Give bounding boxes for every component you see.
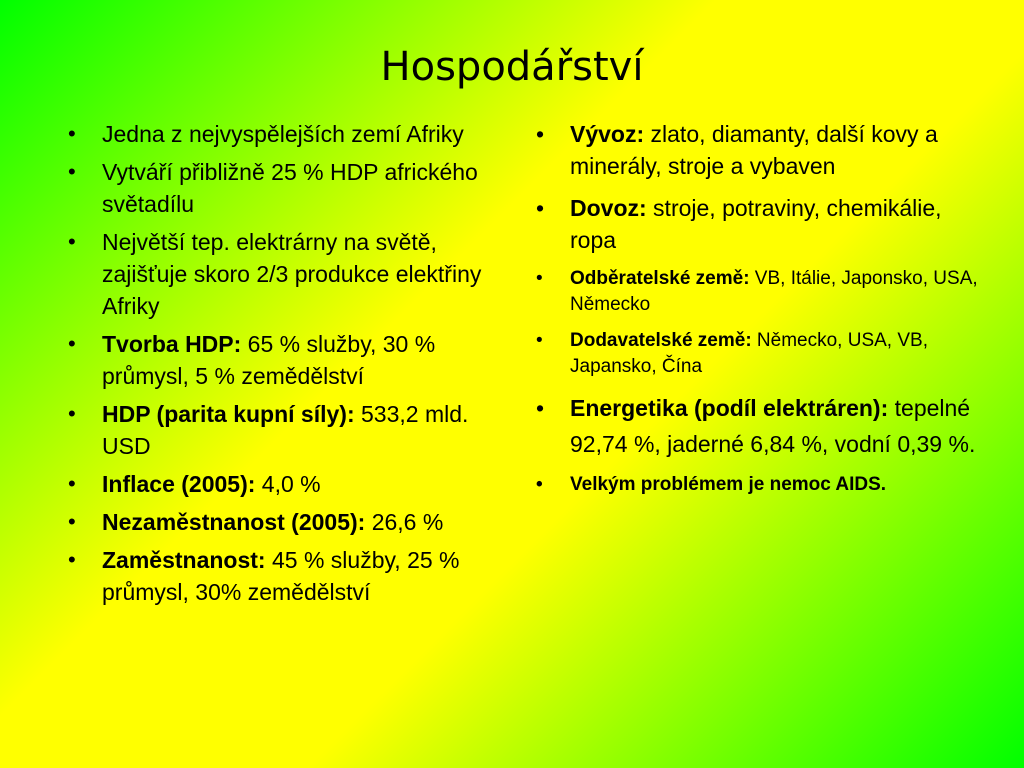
item-text: 65 % služby, 30 % průmysl, 5 % zemědělství: [102, 331, 436, 389]
item-label: Zaměstnanost:: [102, 547, 266, 573]
list-item: [532, 328, 992, 380]
list-item: [532, 390, 992, 462]
item-text: 26,6 %: [365, 509, 444, 535]
item-text: tepelné 92,74 %, jaderné 6,84 %, vodní 0,39 %.: [570, 395, 976, 457]
item-text: Jedna z nejvyspělejších zemí Afriky: [102, 121, 464, 147]
left-bullet-list: [64, 118, 504, 614]
item-text: 533,2 mld. USD: [102, 401, 469, 459]
item-text: stroje, potraviny, chemikálie, ropa: [570, 195, 942, 253]
item-label: Dodavatelské země:: [570, 330, 752, 351]
right-bullet-list: [532, 118, 992, 508]
item-label: Tvorba HDP:: [102, 331, 242, 357]
list-item: [64, 398, 504, 462]
list-item: [532, 472, 992, 498]
list-item: [532, 192, 992, 256]
item-label: Inflace (2005):: [102, 471, 256, 497]
list-item: [64, 506, 504, 538]
item-text: 4,0 %: [255, 471, 321, 497]
list-item: [64, 544, 504, 608]
list-item: [532, 118, 992, 182]
item-label: Energetika (podíl elektráren):: [570, 395, 889, 421]
item-text: Německo, USA, VB, Japansko, Čína: [570, 330, 928, 377]
item-label: Velkým problémem je nemoc AIDS.: [570, 474, 887, 495]
slide-title: Hospodářství: [380, 44, 644, 90]
list-item: [64, 468, 504, 500]
item-text: zlato, diamanty, další kovy a minerály, stroje a vybaven: [570, 121, 938, 179]
list-item: [64, 156, 504, 220]
item-label: HDP (parita kupní síly):: [102, 401, 355, 427]
item-text: Vytváří přibližně 25 % HDP afrického světadílu: [102, 159, 478, 217]
item-label: Odběratelské země:: [570, 268, 750, 289]
list-item: [532, 266, 992, 318]
item-label: Dovoz:: [570, 195, 647, 221]
item-label: Nezaměstnanost (2005):: [102, 509, 366, 535]
item-text: VB, Itálie, Japonsko, USA, Německo: [570, 268, 978, 315]
list-item: [64, 328, 504, 392]
item-text: Největší tep. elektrárny na světě, zajišťuje skoro 2/3 produkce elektřiny Afriky: [102, 229, 482, 319]
item-text: 45 % služby, 25 % průmysl, 30% zemědělství: [102, 547, 460, 605]
list-item: [64, 226, 504, 322]
list-item: [64, 118, 504, 150]
item-label: Vývoz:: [570, 121, 645, 147]
